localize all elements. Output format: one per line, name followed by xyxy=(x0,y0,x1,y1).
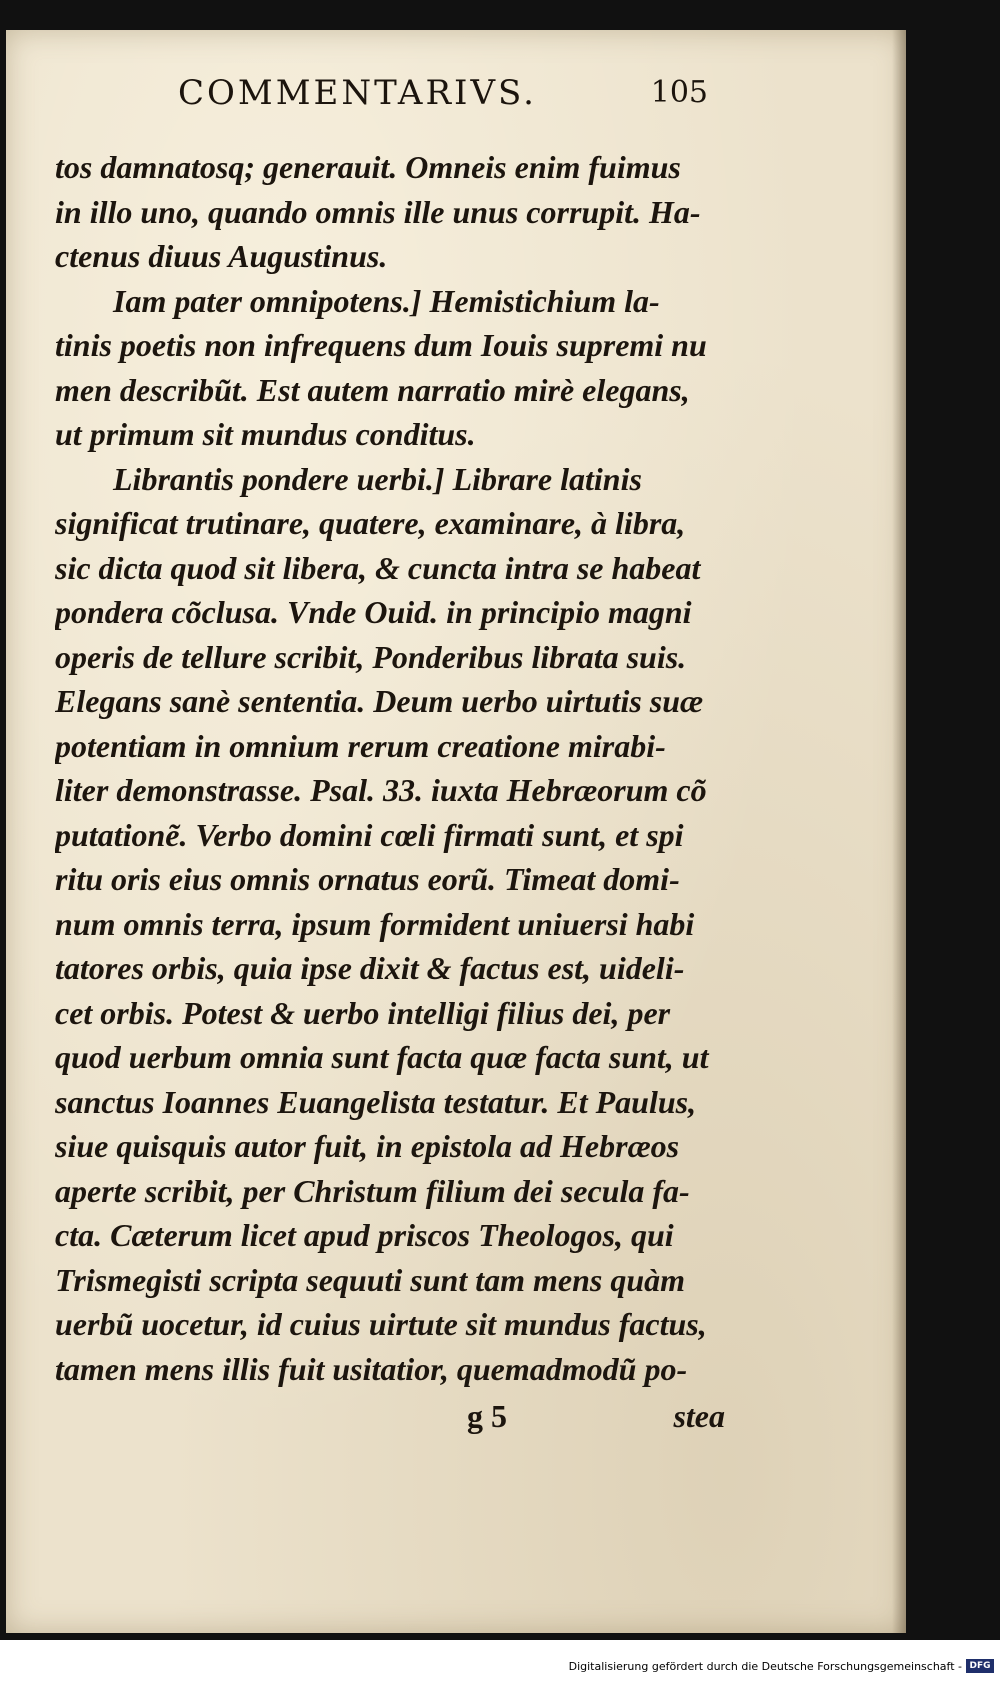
text-line: ut primum sit mundus conditus. xyxy=(55,416,476,452)
funding-credit: Digitalisierung gefördert durch die Deutsche Forschungsgemeinschaft - xyxy=(568,1660,962,1673)
text-line: Iam pater omnipotens.] Hemistichium la- xyxy=(113,282,660,319)
running-head xyxy=(178,73,708,133)
text-line: potentiam in omnium rerum creatione mirabi- xyxy=(55,727,666,764)
text-line: tatores orbis, quia ipse dixit & factus est, uideli- xyxy=(55,950,685,986)
running-title: COMMENTARIVS. xyxy=(178,73,537,113)
text-line: ctenus diuus Augustinus. xyxy=(55,238,388,274)
page-number: 105 xyxy=(650,75,708,110)
text-line: cta. Cæterum licet apud priscos Theologos, qui xyxy=(55,1217,674,1253)
text-line: operis de tellure scribit, Ponderibus librata suis. xyxy=(55,638,687,675)
text-line: sanctus Ioannes Euangelista testatur. Et Paulus, xyxy=(55,1083,697,1120)
text-line: liter demonstrasse. Psal. 33. iuxta Hebræorum cõ xyxy=(55,772,707,808)
dfg-logo: DFG xyxy=(966,1659,994,1673)
text-line: cet orbis. Potest & uerbo intelligi filius dei, per xyxy=(55,994,671,1031)
text-line: aperte scribit, per Christum filium dei secula fa- xyxy=(55,1172,690,1209)
signature-mark: g 5 xyxy=(467,1398,507,1434)
text-line: men describũt. Est autem narratio mirè elegans, xyxy=(55,371,690,408)
text-line: in illo uno, quando omnis ille unus corrupit. Ha- xyxy=(55,193,701,230)
text-line: ritu oris eius omnis ornatus eorũ. Timeat domi- xyxy=(55,861,680,897)
catch-line xyxy=(55,1398,725,1448)
page-edge-shadow xyxy=(892,30,906,1633)
text-line: pondera cõclusa. Vnde Ouid. in principio magni xyxy=(55,594,692,630)
text-line: tos damnatosq; generauit. Omneis enim fuimus xyxy=(55,149,681,185)
catchword: stea xyxy=(673,1398,725,1434)
text-block xyxy=(55,145,725,1391)
text-line: tamen mens illis fuit usitatior, quemadmodũ po- xyxy=(55,1350,688,1387)
footer-bar xyxy=(0,1640,1000,1684)
text-line: sic dicta quod sit libera, & cuncta intra se habeat xyxy=(55,549,701,586)
text-line: putationẽ. Verbo domini cœli firmati sunt, et spi xyxy=(55,816,684,853)
text-line: num omnis terra, ipsum formident uniuersi habi xyxy=(55,905,695,942)
text-line: Trismegisti scripta sequuti sunt tam mens quàm xyxy=(55,1261,686,1298)
text-line: uerbũ uocetur, id cuius uirtute sit mundus factus, xyxy=(55,1306,707,1342)
text-line: siue quisquis autor fuit, in epistola ad Hebræos xyxy=(55,1128,680,1164)
text-line: quod uerbum omnia sunt facta quæ facta sunt, ut xyxy=(55,1039,709,1075)
text-line: significat trutinare, quatere, examinare, à libra, xyxy=(55,505,686,541)
text-line: tinis poetis non infrequens dum Iouis supremi nu xyxy=(55,327,707,363)
text-line: Librantis pondere uerbi.] Librare latinis xyxy=(113,460,642,497)
text-line: Elegans sanè sententia. Deum uerbo uirtutis suæ xyxy=(55,683,704,719)
